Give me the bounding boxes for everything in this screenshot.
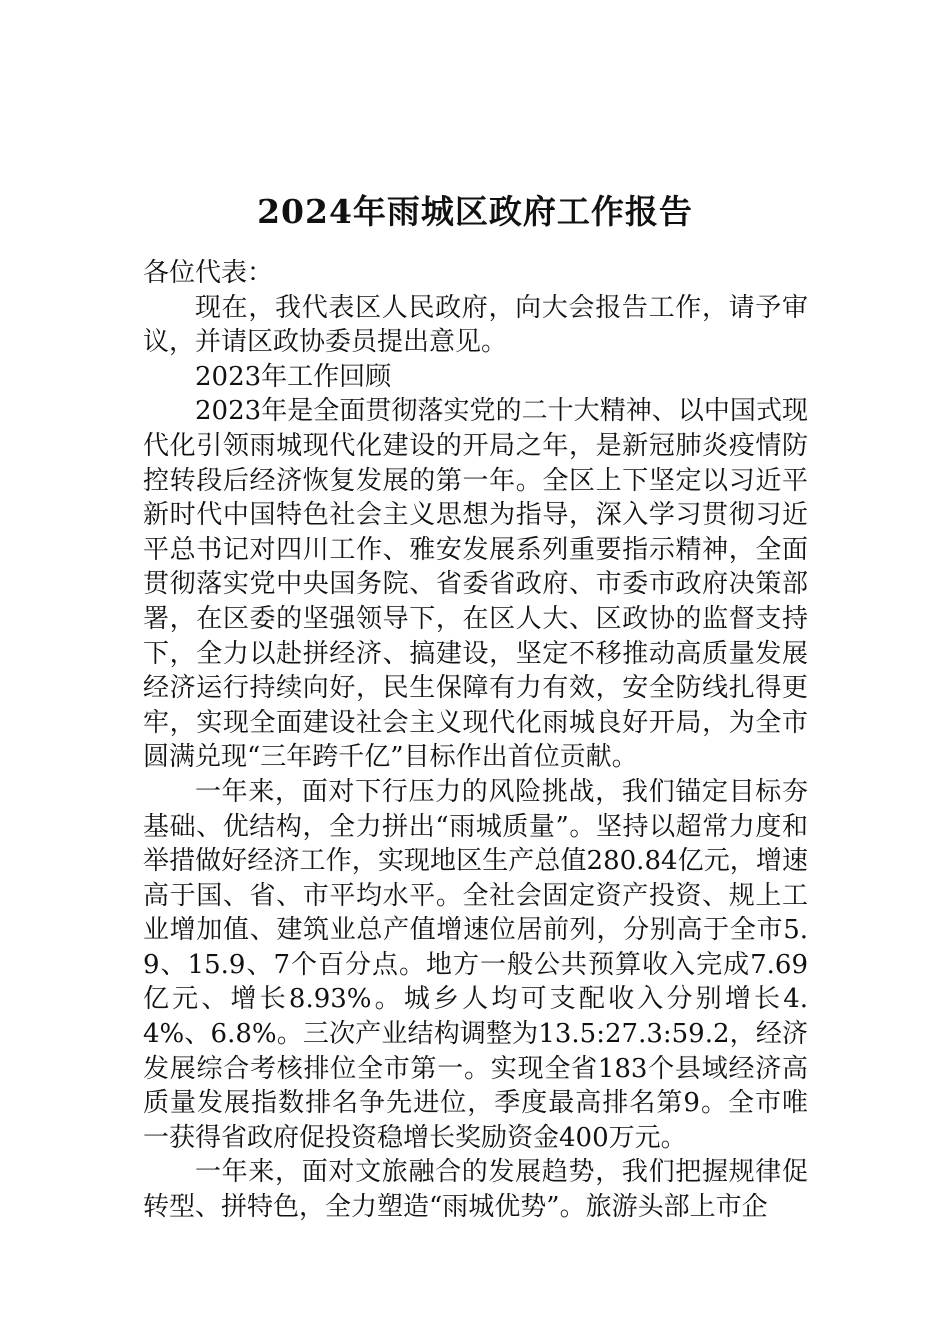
document-body (143, 256, 808, 1225)
review-paragraph: 2023年是全面贯彻落实党的二十大精神、以中国式现代化引领雨城现代化建设的开局之年，是新冠肺炎疫情防控转段后经济恢复发展的第一年。全区上下坚定以习近平新时代中国特色社会主义思想为指导，深入学习贯彻习近平总书记对四川工作、雅安发展系列重要指示精神，全面贯彻落实党中央国务院、省委省政府、市委市政府决策部署，在区委的坚强领导下，在区人大、区政协的监督支持下，全力以赴拼经济、搞建设，坚定不移推动高质量发展经济运行持续向好，民生保障有力有效，安全防线扎得更牢，实现全面建设社会主义现代化雨城良好开局，为全市圆满兑现“三年跨千亿”目标作出首位贡献。 (143, 396, 808, 773)
salutation: 各位代表： (143, 258, 274, 288)
tourism-paragraph: 一年来，面对文旅融合的发展趋势，我们把握规律促转型、拼特色，全力塑造“雨城优势”。旅游头部上市企 (143, 1157, 808, 1223)
document-title: 2024年雨城区政府工作报告 (257, 192, 693, 232)
economy-paragraph: 一年来，面对下行压力的风险挑战，我们锚定目标夯基础、优结构，全力拼出“雨城质量”。坚持以超常力度和举措做好经济工作，实现地区生产总值280.84亿元，增速高于国、省、市平均水平。全社会固定资产投资、规上工业增加值、建筑业总产值增速位居前列，分别高于全市5.9、15.9、7个百分点。地方一般公共预算收入完成7.69亿元、增长8.93%。城乡人均可支配收入分别增长4.4%、6.8%。三次产业结构调整为13.5:27.3:59.2，经济发展综合考核排位全市第一。实现全省183个县域经济高质量发展指数排名争先进位，季度最高排名第9。全市唯一获得省政府促投资稳增长奖励资金400万元。 (143, 776, 808, 1153)
opening-paragraph: 现在，我代表区人民政府，向大会报告工作，请予审议，并请区政协委员提出意见。 (143, 292, 808, 358)
section-heading: 2023年工作回顾 (195, 361, 392, 392)
